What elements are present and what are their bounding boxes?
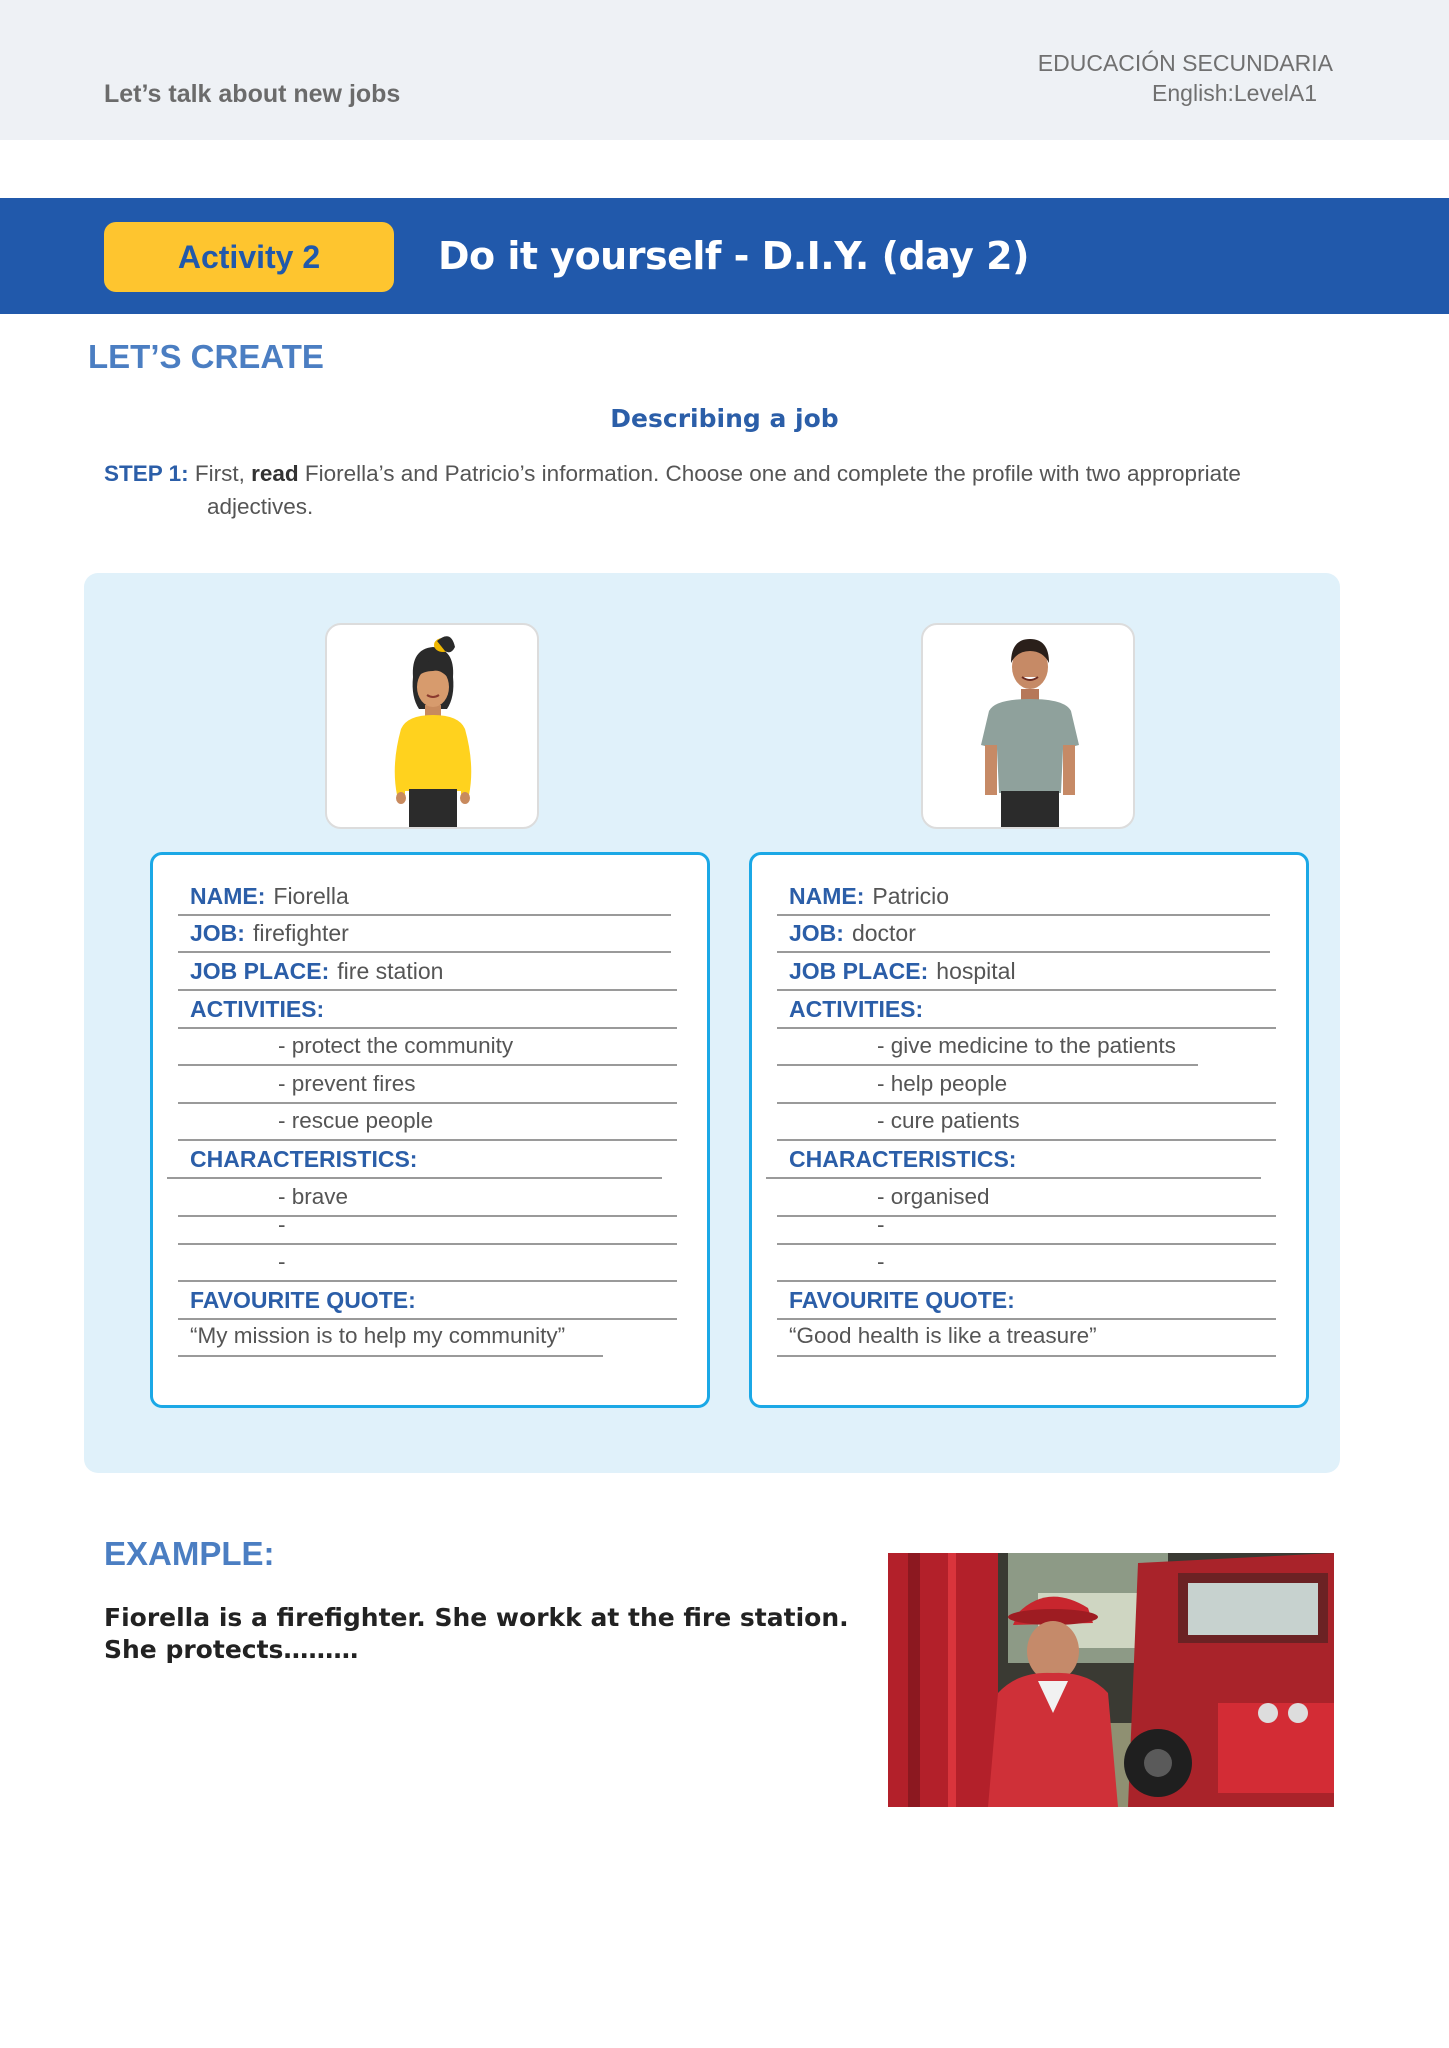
activity-item <box>153 1104 707 1141</box>
divider <box>178 1280 677 1282</box>
divider <box>167 1177 662 1179</box>
subtitle: Describing a job <box>610 404 839 433</box>
job-value: doctor <box>851 920 916 946</box>
activity-text: - prevent fires <box>278 1071 416 1096</box>
avatar-fiorella <box>325 623 539 829</box>
divider <box>766 1177 1261 1179</box>
job-value: firefighter <box>252 920 349 946</box>
characteristics-row <box>752 1142 1306 1179</box>
level-line-2: English:LevelA1 <box>1152 80 1317 106</box>
job-row <box>153 916 707 953</box>
activity-text: - help people <box>877 1071 1008 1096</box>
step-label: STEP 1: <box>104 461 189 486</box>
name-value: Fiorella <box>273 883 349 909</box>
activity-item <box>752 1029 1306 1066</box>
job-place-label: JOB PLACE: <box>190 958 330 984</box>
divider <box>777 989 1276 991</box>
divider <box>178 1355 603 1357</box>
activities-label: ACTIVITIES: <box>190 996 325 1022</box>
characteristic-text: - <box>278 1249 286 1274</box>
activity-text: - protect the community <box>278 1033 514 1058</box>
activity-item <box>752 1104 1306 1141</box>
divider <box>777 1355 1276 1357</box>
divider <box>178 1139 677 1141</box>
name-label: NAME: <box>190 883 266 909</box>
name-label: NAME: <box>789 883 865 909</box>
example-text: Fiorella is a firefighter. She workk at the fire station. She protects……… <box>104 1603 849 1664</box>
characteristics-row <box>153 1142 707 1179</box>
profile-card-patricio <box>749 852 1309 1408</box>
quote-row <box>752 1283 1306 1320</box>
job-place-row <box>752 954 1306 991</box>
divider <box>178 1064 677 1066</box>
characteristic-text: - organised <box>877 1184 990 1209</box>
activities-row <box>153 992 707 1029</box>
quote-row <box>153 1283 707 1320</box>
activity-title: Do it yourself - D.I.Y. (day 2) <box>438 234 1029 278</box>
divider <box>178 989 677 991</box>
characteristic-item <box>153 1245 707 1282</box>
profile-card-fiorella <box>150 852 710 1408</box>
characteristic-text: - <box>877 1249 885 1274</box>
section-title: LET’S CREATE <box>88 338 324 375</box>
job-place-value: fire station <box>337 958 444 984</box>
characteristic-item <box>153 1208 707 1245</box>
name-row <box>153 879 707 916</box>
step-continuation: adjectives. <box>207 494 314 519</box>
quote-value-row <box>752 1320 1306 1357</box>
characteristics-label: CHARACTERISTICS: <box>789 1146 1017 1172</box>
quote-value-row <box>153 1320 707 1357</box>
unit-title: Let’s talk about new jobs <box>104 80 401 108</box>
name-row <box>752 879 1306 916</box>
activity-text: - give medicine to the patients <box>877 1033 1176 1058</box>
characteristic-text: - brave <box>278 1184 349 1209</box>
divider <box>777 951 1270 953</box>
activity-item <box>153 1067 707 1104</box>
divider <box>777 1064 1198 1066</box>
activity-text: - cure patients <box>877 1108 1020 1133</box>
job-label: JOB: <box>789 920 844 946</box>
activities-row <box>752 992 1306 1029</box>
level-line-1: EDUCACIÓN SECUNDARIA <box>1037 50 1333 76</box>
job-place-value: hospital <box>936 958 1016 984</box>
job-place-row <box>153 954 707 991</box>
level-info <box>1038 48 1333 108</box>
characteristic-text: - <box>877 1212 885 1237</box>
step-text-after: Fiorella’s and Patricio’s information. Choose one and complete the profile with two appropriate <box>298 461 1241 486</box>
characteristic-item <box>752 1208 1306 1245</box>
characteristics-label: CHARACTERISTICS: <box>190 1146 418 1172</box>
step-text-before: First, <box>188 461 252 486</box>
quote-text: “Good health is like a treasure” <box>789 1323 1097 1348</box>
quote-text: “My mission is to help my community” <box>190 1323 566 1348</box>
activities-label: ACTIVITIES: <box>789 996 924 1022</box>
job-place-label: JOB PLACE: <box>789 958 929 984</box>
characteristic-text: - <box>278 1212 286 1237</box>
activity-item <box>752 1067 1306 1104</box>
divider <box>178 951 671 953</box>
firefighter-photo <box>888 1553 1334 1807</box>
activity-label: Activity 2 <box>104 222 394 292</box>
job-label: JOB: <box>190 920 245 946</box>
name-value: Patricio <box>872 883 950 909</box>
step-bold-word: read <box>251 461 299 486</box>
example-title: EXAMPLE: <box>104 1535 275 1572</box>
activity-item <box>153 1029 707 1066</box>
divider <box>777 1280 1276 1282</box>
job-row <box>752 916 1306 953</box>
avatar-patricio <box>921 623 1135 829</box>
divider <box>777 1139 1276 1141</box>
characteristic-item <box>752 1245 1306 1282</box>
activity-text: - rescue people <box>278 1108 434 1133</box>
step-instructions <box>104 457 1344 523</box>
quote-label: FAVOURITE QUOTE: <box>190 1287 416 1313</box>
quote-label: FAVOURITE QUOTE: <box>789 1287 1015 1313</box>
